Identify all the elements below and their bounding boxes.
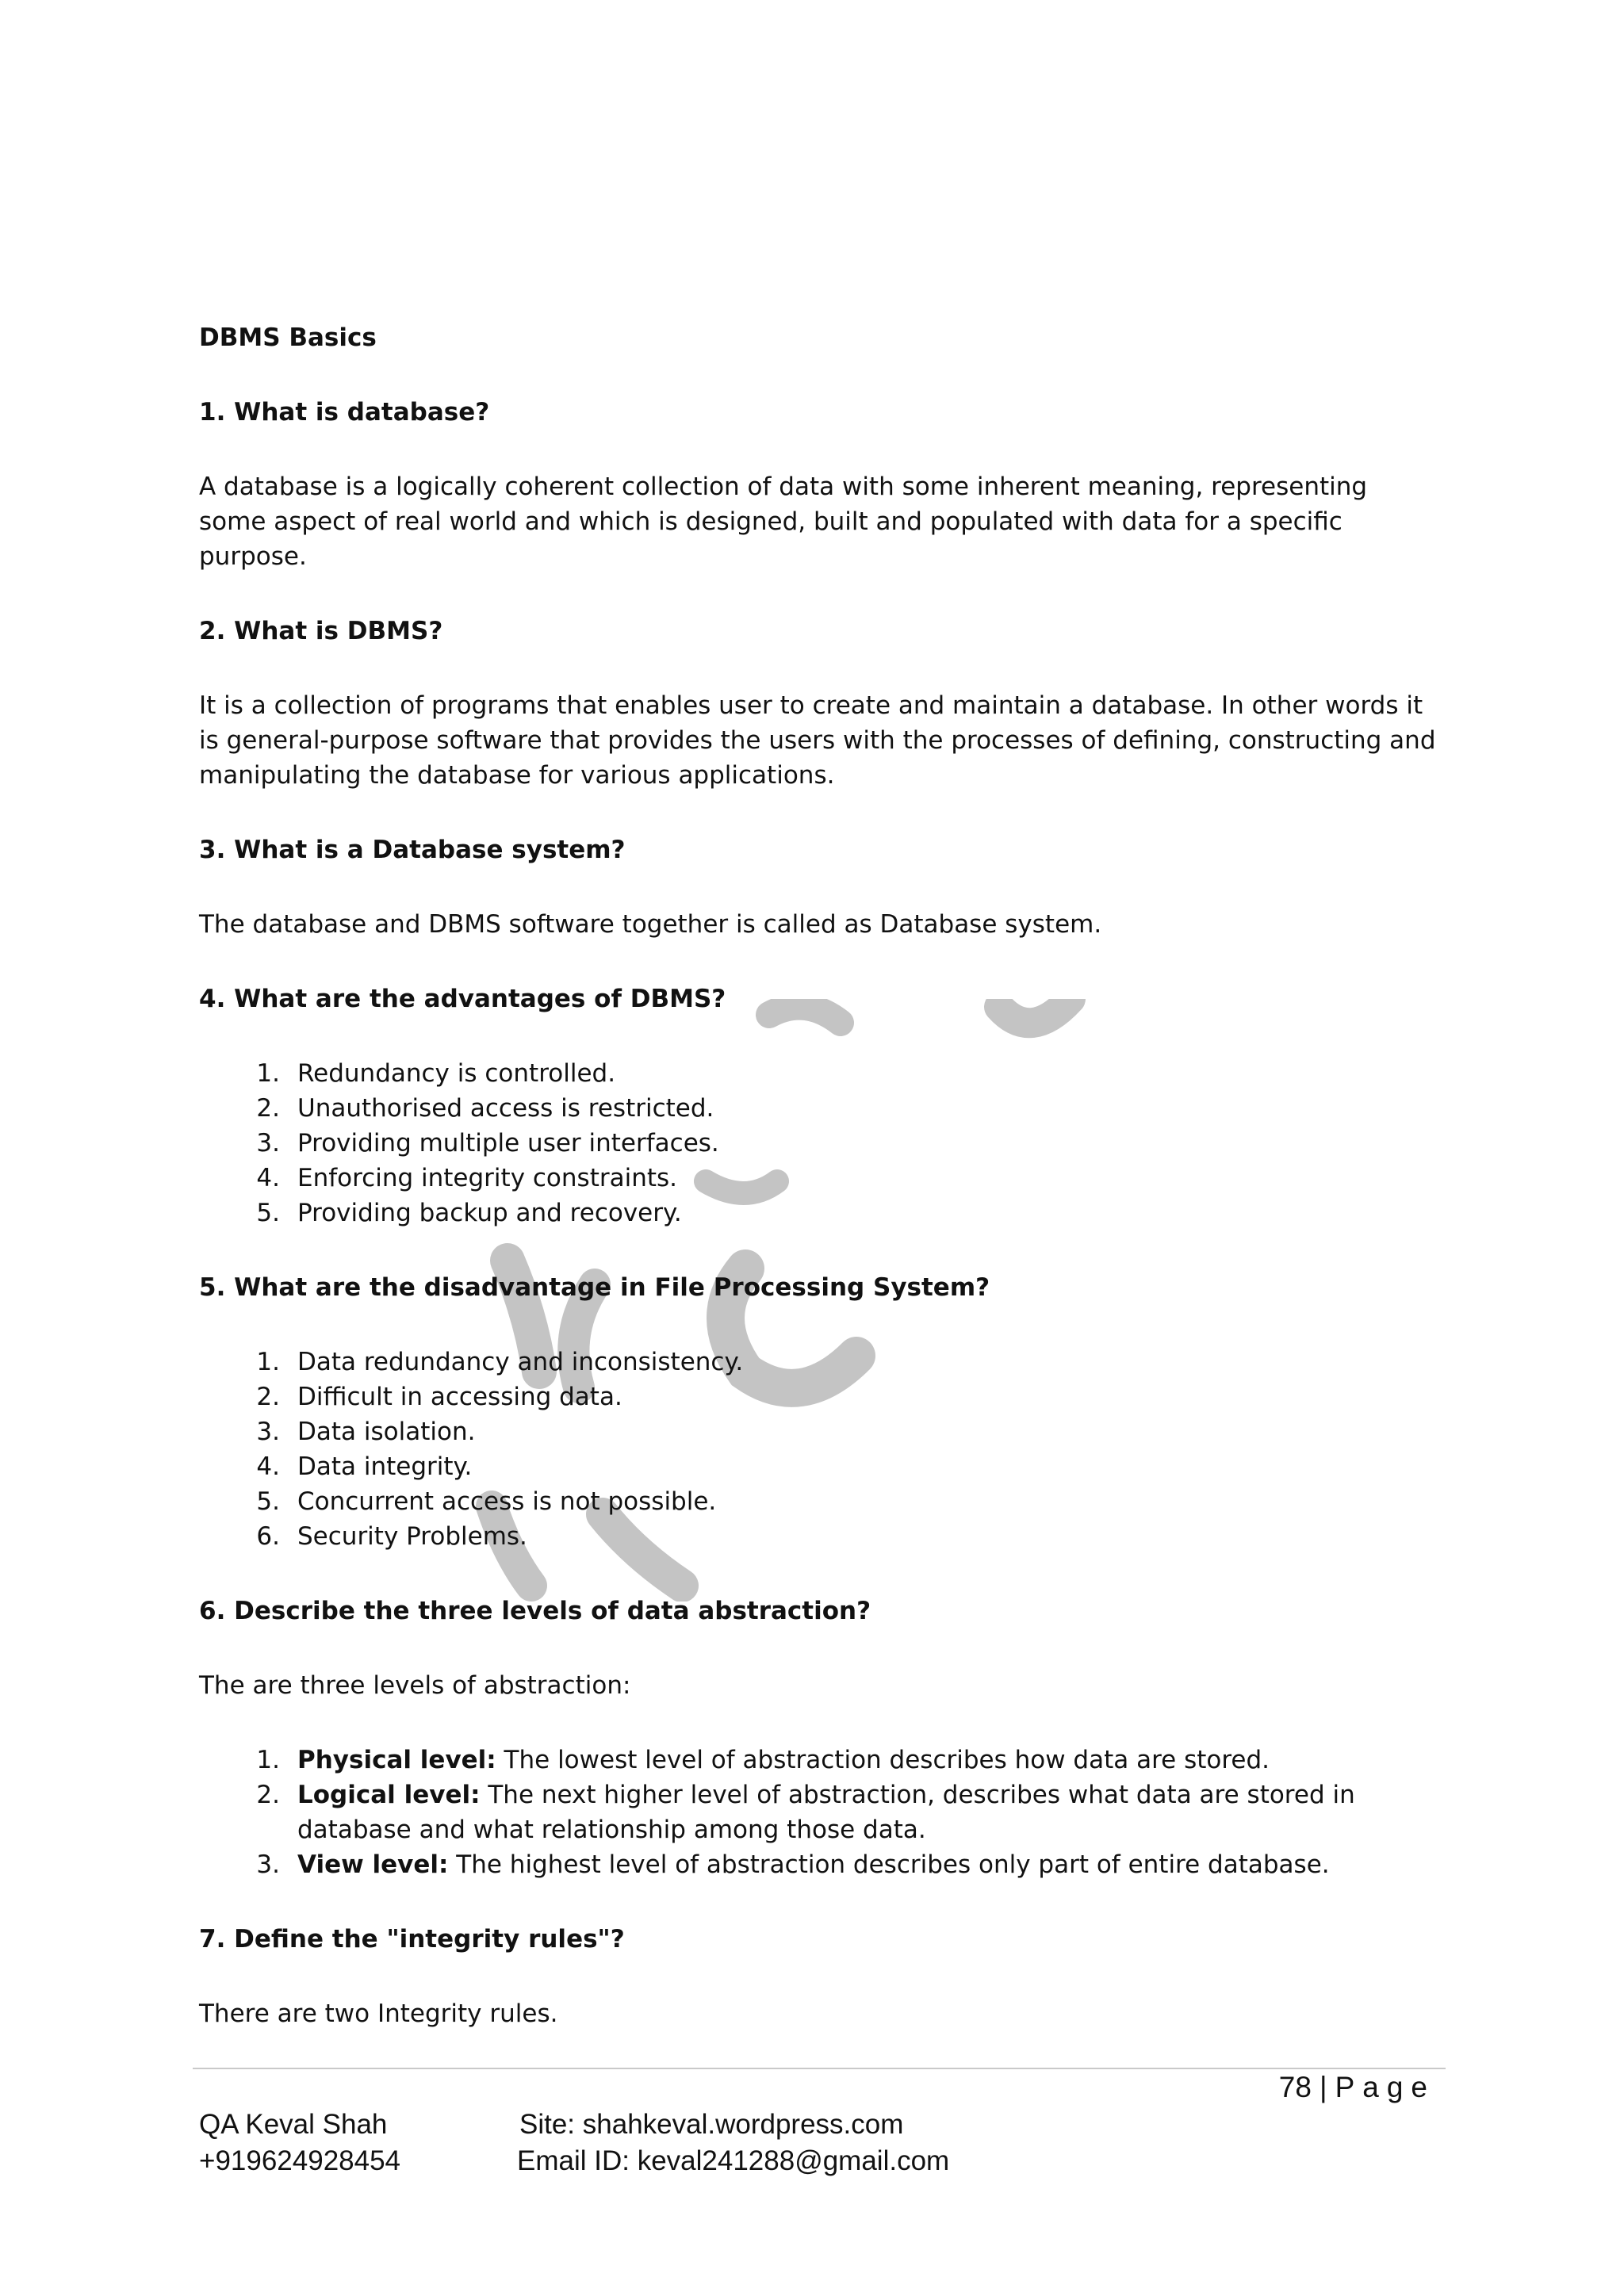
list-item-text: Providing multiple user interfaces. <box>297 1129 719 1158</box>
list-item <box>199 1161 1436 1196</box>
section-title: DBMS Basics <box>199 323 377 352</box>
answer-paragraph: There are two Integrity rules. <box>199 1999 558 2028</box>
list-item-text: Enforcing integrity constraints. <box>297 1164 678 1192</box>
author-phone: +919624928454 <box>199 2145 401 2176</box>
list-item-text: Redundancy is controlled. <box>297 1059 616 1088</box>
list-number: 2. <box>256 1781 280 1809</box>
list-item-text: Data integrity. <box>297 1452 473 1481</box>
list-number: 3. <box>256 1418 280 1446</box>
list-item <box>199 1743 1436 1777</box>
term-label: Physical level: <box>297 1746 496 1774</box>
list-item-text: Concurrent access is not possible. <box>297 1487 717 1516</box>
list-item <box>199 1126 1436 1161</box>
list-number: 4. <box>256 1164 280 1192</box>
page-number-label <box>1279 2071 1435 2104</box>
list-number: 4. <box>256 1452 280 1481</box>
list-item-text: Difficult in accessing data. <box>297 1383 622 1411</box>
list-item <box>199 1414 1436 1449</box>
list-item <box>199 1847 1436 1882</box>
list-item <box>199 1345 1436 1380</box>
list-item <box>199 1091 1436 1126</box>
answer-paragraph: It is a collection of programs that enables user to create and maintain a database. In other words it is general-purpose software that provides the users with the processes of defining, constructing and manipulating the database for various applications. <box>199 691 1436 790</box>
page-number: 78 <box>1278 2071 1312 2103</box>
list-item-text: The lowest level of abstraction describes how data are stored. <box>496 1746 1270 1774</box>
list-item <box>199 1449 1436 1484</box>
question-heading: 4. What are the advantages of DBMS? <box>199 985 726 1013</box>
list-number: 1. <box>256 1348 280 1376</box>
question-heading: 2. What is DBMS? <box>199 617 443 645</box>
list-number: 2. <box>256 1383 280 1411</box>
list-number: 3. <box>256 1129 280 1158</box>
answer-paragraph: A database is a logically coherent collection of data with some inherent meaning, representing some aspect of real world and which is designed, built and populated with data for a specific purpose. <box>199 473 1368 571</box>
list-number: 5. <box>256 1199 280 1227</box>
list-item-text: Unauthorised access is restricted. <box>297 1094 714 1123</box>
list-item <box>199 1380 1436 1414</box>
document-body <box>199 320 1436 2071</box>
list-item-text: The highest level of abstraction describes only part of entire database. <box>448 1850 1330 1879</box>
list-number: 6. <box>256 1522 280 1551</box>
page-word: Page <box>1335 2071 1435 2103</box>
abstraction-levels-list <box>199 1743 1436 1882</box>
advantages-list <box>199 1056 1436 1230</box>
list-item-text: Data isolation. <box>297 1418 476 1446</box>
email-link: Email ID: keval241288@gmail.com <box>517 2145 950 2176</box>
term-label: Logical level: <box>297 1781 481 1809</box>
list-item-text: Security Problems. <box>297 1522 527 1551</box>
disadvantages-list <box>199 1345 1436 1554</box>
list-number: 3. <box>256 1850 280 1879</box>
list-item <box>199 1196 1436 1230</box>
question-heading: 1. What is database? <box>199 398 490 427</box>
answer-paragraph: The database and DBMS software together is called as Database system. <box>199 910 1102 939</box>
list-item-text: The next higher level of abstraction, describes what data are stored in database and what relationship among those data. <box>297 1781 1355 1844</box>
list-item <box>199 1484 1436 1519</box>
question-heading: 3. What is a Database system? <box>199 836 626 864</box>
footer-divider <box>193 2068 1446 2069</box>
question-heading: 5. What are the disadvantage in File Processing System? <box>199 1273 990 1302</box>
list-item <box>199 1519 1436 1554</box>
question-heading: 7. Define the "integrity rules"? <box>199 1925 625 1954</box>
question-heading: 6. Describe the three levels of data abstraction? <box>199 1597 871 1625</box>
answer-paragraph: The are three levels of abstraction: <box>199 1671 631 1700</box>
list-item-text: Providing backup and recovery. <box>297 1199 682 1227</box>
list-item <box>199 1056 1436 1091</box>
list-number: 1. <box>256 1059 280 1088</box>
list-item <box>199 1777 1436 1847</box>
term-label: View level: <box>297 1850 449 1879</box>
list-number: 5. <box>256 1487 280 1516</box>
list-number: 1. <box>256 1746 280 1774</box>
page-separator: | <box>1319 2071 1327 2103</box>
author-name: QA Keval Shah <box>199 2109 388 2140</box>
list-number: 2. <box>256 1094 280 1123</box>
list-item-text: Data redundancy and inconsistency. <box>297 1348 744 1376</box>
site-link: Site: shahkeval.wordpress.com <box>519 2109 904 2140</box>
